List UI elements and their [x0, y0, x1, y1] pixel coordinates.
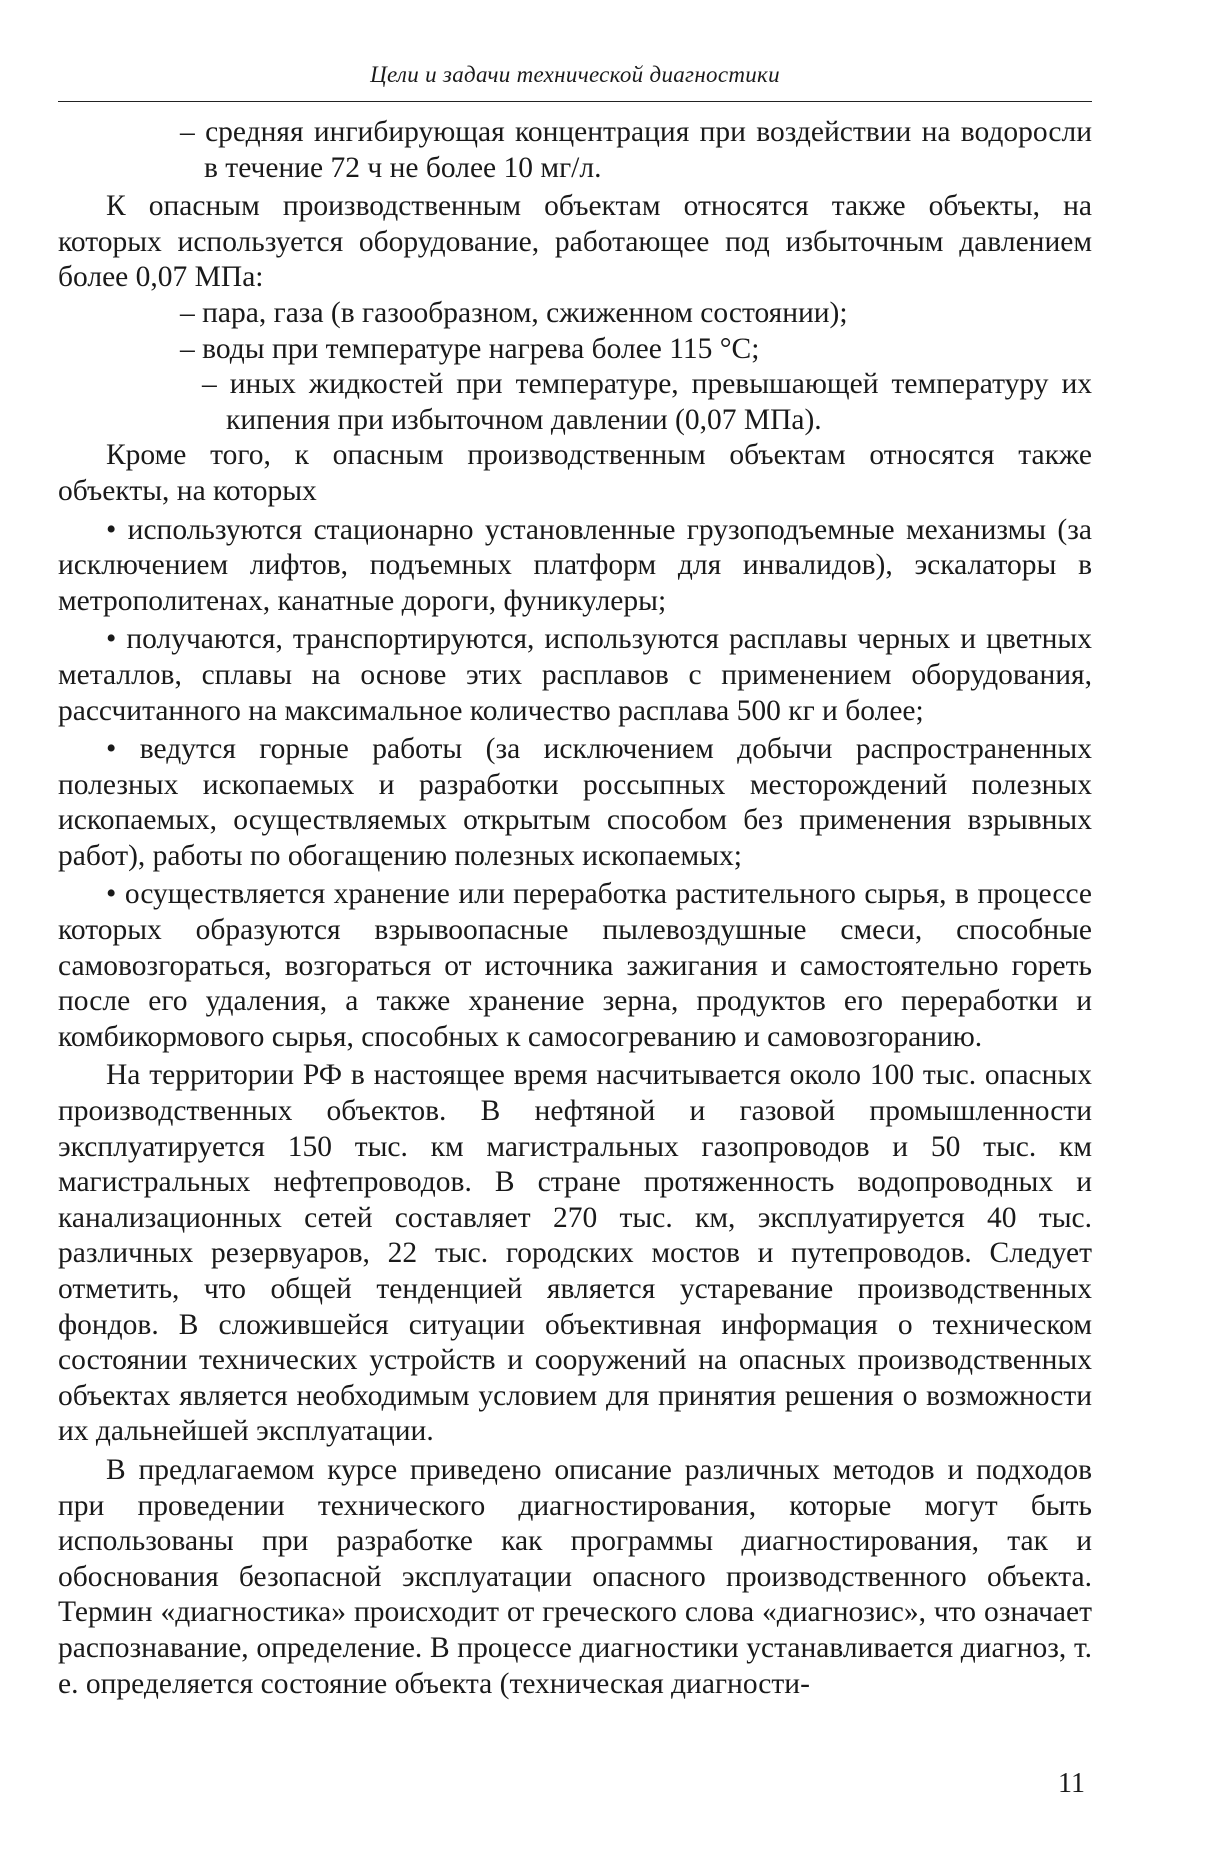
bullet-item-2: • получаются, транспортируются, используются расплавы черных и цветных металлов, сплавы на основе этих расплавов с применением оборудования, рассчитанного на максимальное количество расплава 500 кг и более; [58, 623, 1092, 727]
paragraph-2: Кроме того, к опасным производственным объектам относятся также объекты, на которых [58, 439, 1092, 507]
dash-item-intro: – средняя ингибирующая концентрация при воздействии на водоросли в течение 72 ч не более 10 мг/л. [180, 116, 1092, 184]
dash-item-2: – воды при температуре нагрева более 115 °C; [180, 332, 760, 365]
running-header: Цели и задачи технической диагностики [370, 62, 780, 87]
paragraph-3: На территории РФ в настоящее время насчитывается около 100 тыс. опасных производственных объектов. В нефтяной и газовой промышленности эксплуатируется 150 тыс. км магистральных газопроводов и 50 тыс. км магистральных нефтепроводов. В стране протяженность водопроводных и канализационных сетей составляет 270 тыс. км, эксплуатируется 40 тыс. различных резервуаров, 22 тыс. городских мостов и путепроводов. Следует отметить, что общей тенденцией является устаревание производственных фондов. В сложившейся ситуации объективная информация о техническом состоянии технических устройств и сооружений на опасных производственных объектах является необходимым условием для принятия решения о возможности их дальнейшей эксплуатации. [58, 1059, 1092, 1448]
bullet-item-4: • осуществляется хранение или переработка растительного сырья, в процессе которых образуются взрывоопасные пылевоздушные смеси, способные самовозгораться, возгораться от источника зажигания и самостоятельно гореть после его удаления, а также хранение зерна, продуктов его переработки и комбикормового сырья, способных к самосогреванию и самовозгоранию. [58, 878, 1092, 1053]
bullet-item-1: • используются стационарно установленные грузоподъемные механизмы (за исключением лифтов, подъемных платформ для инвалидов), эскалаторы в метрополитенах, канатные дороги, фуникулеры; [58, 513, 1092, 617]
paragraph-1: К опасным производственным объектам относятся также объекты, на которых используется оборудование, работающее под избыточным давлением более 0,07 МПа: [58, 190, 1092, 294]
bullet-item-3: • ведутся горные работы (за исключением добычи распространенных полезных ископаемых и разработки россыпных месторождений полезных ископаемых, осуществляемых открытым способом без применения взрывных работ), работы по обогащению полезных ископаемых; [58, 733, 1092, 872]
dash-item-1: – пара, газа (в газообразном, сжиженном состоянии); [180, 296, 848, 329]
page-body [58, 115, 1092, 1702]
header-rule [58, 101, 1092, 102]
paragraph-4: В предлагаемом курсе приведено описание различных методов и подходов при проведении технического диагностирования, которые могут быть использованы при разработке как программы диагностирования, так и обоснования безопасной эксплуатации опасного производственного объекта. Термин «диагностика» происходит от греческого слова «диагнозис», что означает распознавание, определение. В процессе диагностики устанавливается диагноз, т. е. определяется состояние объекта (техническая диагности- [58, 1453, 1092, 1700]
page-number: 11 [1058, 1768, 1085, 1799]
dash-item-3: – иных жидкостей при температуре, превышающей температуру их кипения при избыточном давлении (0,07 МПа). [202, 368, 1092, 436]
